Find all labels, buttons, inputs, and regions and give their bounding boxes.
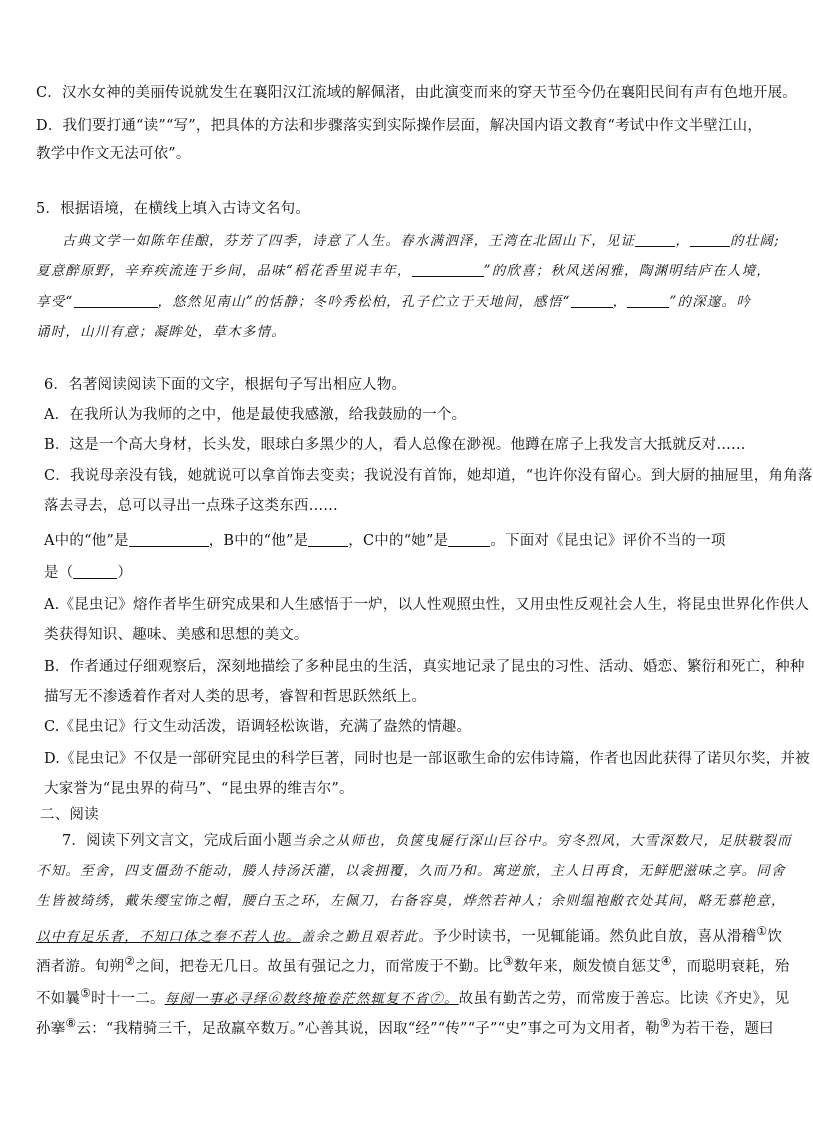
q7-line1: 7．阅读下列文言文，完成后面小题当余之从师也，负箧曳屣行深山巨谷中。穷冬烈风，大雪深数尺，足肤皲裂而	[62, 833, 792, 849]
q6-option-b-line2: 描写无不渗透着作者对人类的思考，睿智和哲思跃然纸上。	[44, 689, 427, 705]
answer-blank[interactable]	[74, 293, 158, 308]
q6-passage-b: B．这是一个高大身材，长头发，眼球白多黑少的人，看人总像在渺视。他蹲在席子上我发言大抵就反对……	[44, 437, 746, 453]
section-heading-reading: 二、阅读	[40, 807, 99, 823]
q7-line4: 以中有足乐者，不知口体之奉不若人也。盖余之勤且艰若此。予少时读书，一见辄能诵。然负此自放，喜从滑稽①饮	[36, 924, 783, 945]
q6-option-b-line1: B．作者通过仔细观察后，深刻地描绘了多种昆虫的生活，真实地记录了昆虫的习性、活动、婚恋、繁衍和死亡，种种	[44, 659, 805, 675]
q6-option-a-line2: 类获得知识、趣味、美感和思想的美文。	[44, 627, 309, 643]
q7-line2: 不知。至舍，四支僵劲不能动，媵人持汤沃灌，以衾拥覆，久而乃和。寓逆旅，主人日再食，无鲜肥滋味之享。同舍	[36, 863, 786, 879]
q7-line7: 孙搴⑧云：“我精骑三千，足敌羸卒数万。”心善其说，因取“经”“传”“子”“史”事之可为文用者，勒⑨为若干卷，题曰	[36, 1016, 774, 1037]
answer-blank[interactable]	[635, 232, 675, 247]
q5-title: 5．根据语境，在横线上填入古诗文名句。	[36, 201, 311, 217]
answer-blank[interactable]	[627, 293, 669, 308]
q6-passage-c-line1: C．我说母亲没有钱，她就说可以拿首饰去变卖；我说没有首饰，她却道，“也许你没有留心。到大厨的抽屉里，角角落	[44, 468, 813, 484]
q6-option-d-line2: 大家誉为“昆虫界的荷马”、“昆虫界的维吉尔”。	[44, 781, 354, 797]
q6-option-c: C.《昆虫记》行文生动活泼，语调轻松诙谐，充满了盎然的情趣。	[44, 719, 472, 735]
q6-passage-c-line2: 落去寻去，总可以寻出一点珠子这类东西……	[44, 498, 338, 514]
q4-option-d-line2: 教学中作文无法可依”。	[36, 146, 191, 162]
q4-option-c: C．汉水女神的美丽传说就发生在襄阳汉江流域的解佩渚，由此演变而来的穿天节至今仍在襄阳民间有声有色地开展。	[36, 85, 797, 101]
answer-blank[interactable]	[412, 262, 484, 277]
q4-option-d-line1: D．我们要打通“读”“写”，把具体的方法和步骤落实到实际操作层面，解决国内语文教育“考试中作文半壁江山，	[36, 118, 763, 134]
q5-line3: 享受“ ，悠然见南山”的恬静；冬吟秀松柏，孔子伫立于天地间，感悟“ ， ”的深邃。吟	[36, 294, 751, 310]
q5-line4: 诵时，山川有意；凝眸处，草木多情。	[36, 324, 286, 340]
answer-blank[interactable]	[448, 532, 490, 547]
q5-line1: 古典文学一如陈年佳酿，芬芳了四季，诗意了人生。春水满泗泽，王湾在北固山下，见证 ， 的壮阔;	[62, 233, 780, 249]
answer-blank[interactable]	[129, 532, 209, 547]
q6-question-line2: 是（ ）	[44, 565, 133, 581]
answer-blank[interactable]	[308, 532, 348, 547]
answer-blank[interactable]	[73, 564, 117, 579]
answer-blank[interactable]	[690, 232, 730, 247]
q7-line6: 不如曩⑤时十一二。每阅一事必寻绎⑥数终掩卷茫然辄复不省⑦。故虽有勤苦之劳，而常废于善忘。比读《齐史》，见	[36, 986, 790, 1007]
q6-question-line1: A中的“他”是 ，B中的“他”是 ，C中的“她”是 。下面对《昆虫记》评价不当的一项	[44, 533, 726, 549]
q6-title: 6．名著阅读阅读下面的文字，根据句子写出相应人物。	[44, 377, 407, 393]
q7-line5: 酒者游。旬朔②之间，把卷无几日。故虽有强记之力，而常废于不勤。比③数年来，颇发愤自惩艾④，而聪明衰耗，殆	[36, 954, 790, 975]
q6-option-a-line1: A.《昆虫记》熔作者毕生研究成果和人生感悟于一炉，以人性观照虫性，又用虫性反观社会人生，将昆虫世界化作供人	[44, 597, 810, 613]
q5-line2: 夏意醉原野，辛弃疾流连于乡间，品味“稻花香里说丰年， ”的欣喜；秋风送闲雅，陶渊明结庐在人境，	[36, 263, 772, 279]
answer-blank[interactable]	[571, 293, 613, 308]
q7-line3: 生皆被绮绣，戴朱缨宝饰之帽，腰白玉之环，左佩刀，右备容臭，烨然若神人；余则缊袍敝衣处其间，略无慕艳意，	[36, 893, 786, 909]
q6-option-d-line1: D.《昆虫记》不仅是一部研究昆虫的科学巨著，同时也是一部讴歌生命的宏伟诗篇，作者也因此获得了诺贝尔奖，并被	[44, 751, 810, 767]
q6-passage-a: A．在我所认为我师的之中，他是最使我感激，给我鼓励的一个。	[44, 407, 467, 423]
